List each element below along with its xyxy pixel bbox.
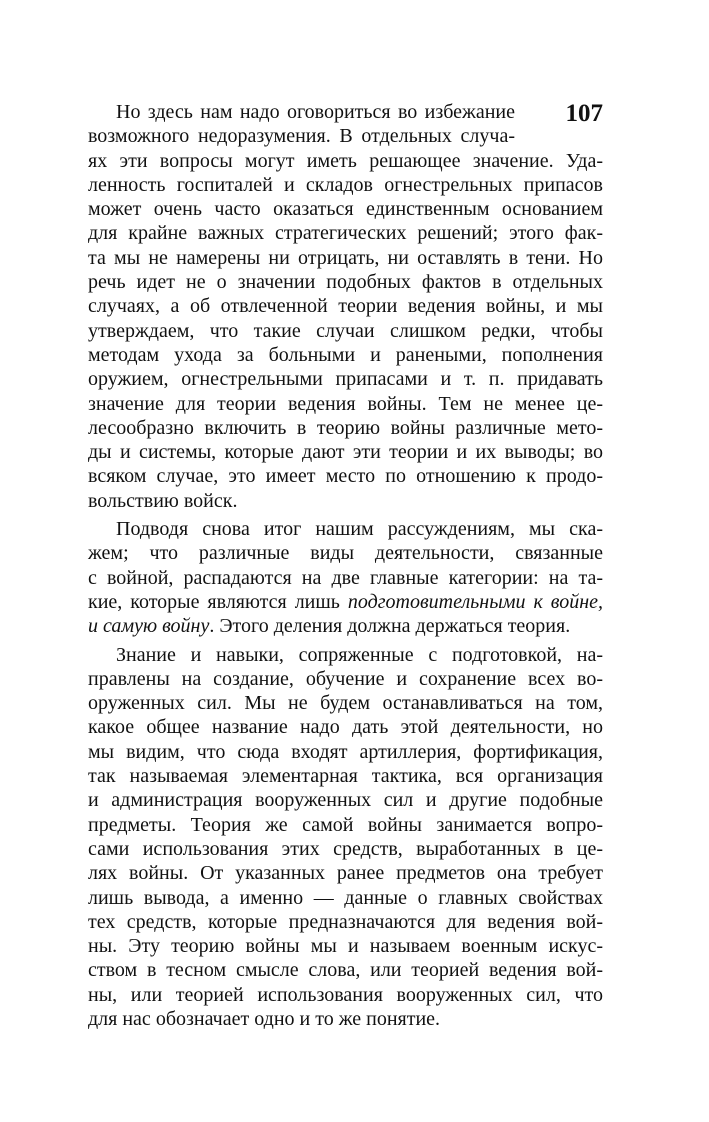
text-line: мы видим, что сюда входят артиллерия, фортификация, xyxy=(88,740,603,763)
text-line: правлены на создание, обучение и сохранение всех во- xyxy=(88,667,603,690)
text-line: речь идет не о значении подобных фактов в отдельных xyxy=(88,271,603,294)
text-line: может очень часто оказаться единственным основанием xyxy=(88,198,603,221)
text-line: ды и системы, которые дают эти теории и их выводы; во xyxy=(88,441,603,464)
text-line: Подводя снова итог нашим рассуждениям, мы ска- xyxy=(116,518,603,541)
text-line-with-italic xyxy=(88,590,603,614)
text-line: тех средств, которые предназначаются для ведения вой- xyxy=(88,910,603,933)
text-line: утверждаем, что такие случаи слишком редки, чтобы xyxy=(88,319,603,342)
text-line: с войной, распадаются на две главные категории: на та- xyxy=(88,566,603,589)
text-line: та мы не намерены ни отрицать, ни оставлять в тени. Но xyxy=(88,246,603,269)
text-line: ны, или теорией использования вооруженных сил, что xyxy=(88,983,603,1006)
paragraph-3 xyxy=(88,643,603,1032)
text-line: для крайне важных стратегических решений; этого фак- xyxy=(88,222,603,245)
page-number: 107 xyxy=(565,100,603,127)
paragraph-2 xyxy=(88,517,603,638)
italic-phrase: и самую войну xyxy=(88,615,210,638)
text-fragment: кие, которые являются лишь xyxy=(88,590,348,613)
text-line: так называемая элементарная тактика, вся организация xyxy=(88,765,603,788)
text-line: какое общее название надо дать этой деятельности, но xyxy=(88,716,603,739)
text-line: Но здесь нам надо оговориться во избежание xyxy=(116,101,515,123)
text-line: случаях, а об отвлеченной теории ведения войны, и мы xyxy=(88,295,603,318)
text-line-with-italic xyxy=(88,614,603,638)
text-line: всяком случае, это имеет место по отношению к продо- xyxy=(88,465,603,488)
text-line: жем; что различные виды деятельности, связанные xyxy=(88,542,603,565)
text-line: лях войны. От указанных ранее предметов она требует xyxy=(88,862,603,885)
text-line: лесообразно включить в теорию войны различные мето- xyxy=(88,416,603,439)
text-line: Знание и навыки, сопряженные с подготовкой, на- xyxy=(116,643,603,666)
text-line: методам ухода за больными и ранеными, пополнения xyxy=(88,343,603,366)
text-line: вольствию войск. xyxy=(88,489,238,512)
text-line: оруженных сил. Мы не будем останавливаться на том, xyxy=(88,692,603,715)
text-line: ством в тесном смысле слова, или теорией ведения вой- xyxy=(88,959,603,982)
paragraph-1 xyxy=(88,100,603,513)
text-line: лишь вывода, а именно — данные о главных свойствах xyxy=(88,886,603,909)
text-line: значение для теории ведения войны. Тем не менее це- xyxy=(88,392,603,415)
text-line: и администрация вооруженных сил и другие подобные xyxy=(88,789,603,812)
book-page xyxy=(88,100,603,1031)
text-fragment: . Этого деления должна держаться теория. xyxy=(209,615,571,638)
text-line: ях эти вопросы могут иметь решающее значение. Уда- xyxy=(88,149,603,172)
text-line: возможного недоразумения. В отдельных случа- xyxy=(88,125,515,148)
text-line: ны. Эту теорию войны мы и называем военным искус- xyxy=(88,935,603,958)
italic-phrase: подготовительными к войне, xyxy=(347,590,603,613)
text-line: предметы. Теория же самой войны занимается вопро- xyxy=(88,813,603,836)
text-line: для нас обозначает одно и то же понятие. xyxy=(88,1007,441,1030)
text-line: сами использования этих средств, выработанных в це- xyxy=(88,837,603,860)
text-line: ленность госпиталей и складов огнестрельных припасов xyxy=(88,173,603,196)
text-line: оружием, огнестрельными припасами и т. п. придавать xyxy=(88,368,603,391)
